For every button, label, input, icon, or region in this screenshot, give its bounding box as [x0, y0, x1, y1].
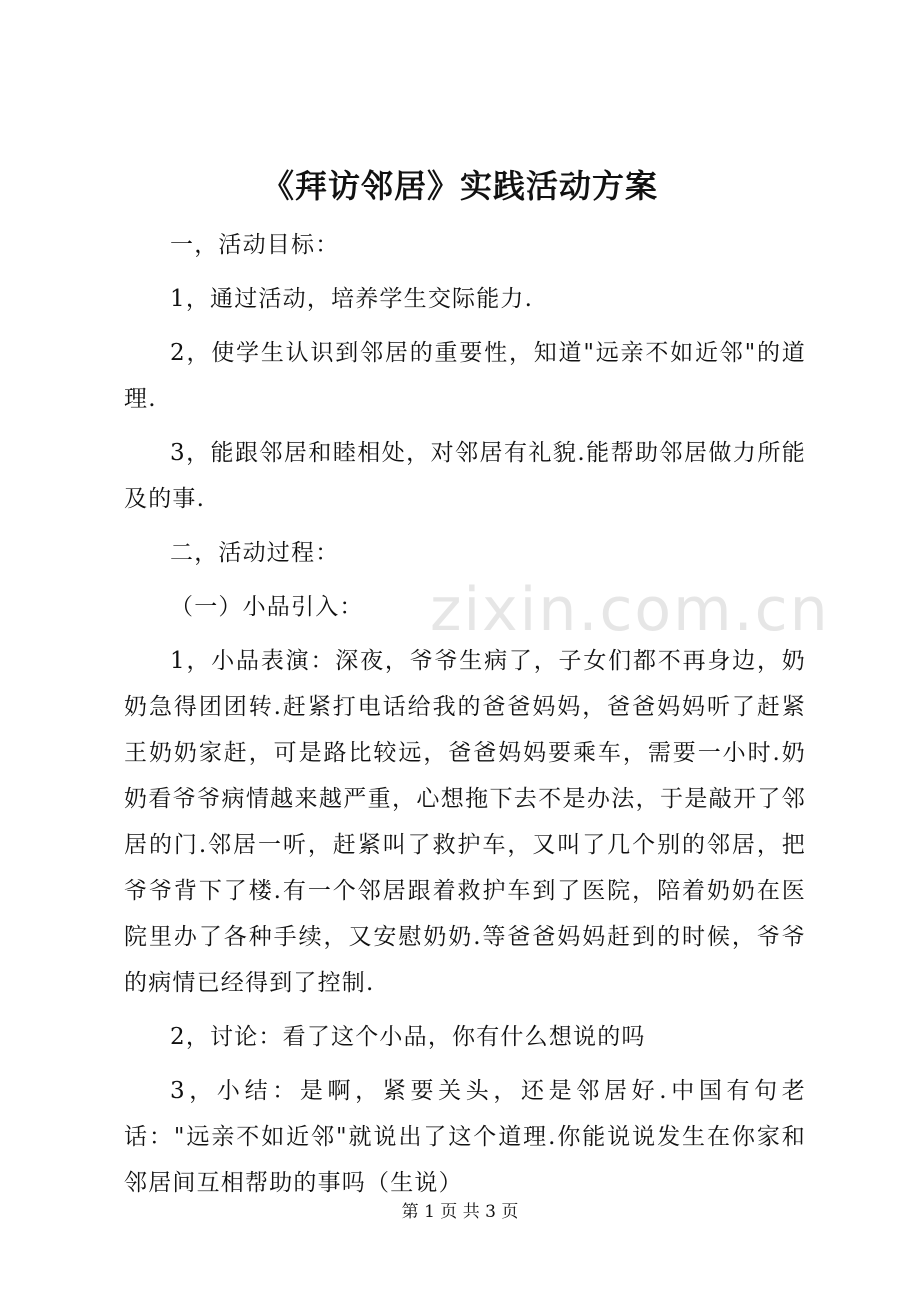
page-footer: 第 1 页 共 3 页 — [401, 1202, 519, 1222]
goal-item-2: 2，使学生认识到邻居的重要性，知道"远亲不如近邻"的道理. — [124, 340, 806, 412]
goal-item-3: 3，能跟邻居和睦相处，对邻居有礼貌.能帮助邻居做力所能及的事. — [124, 440, 806, 512]
heading-activity-goals: 一，活动目标： — [170, 232, 340, 258]
watermark: zixin.com.cn — [430, 575, 830, 645]
goal-item-1: 1，通过活动，培养学生交际能力. — [170, 286, 534, 312]
document-body — [124, 222, 806, 1214]
heading-activity-process: 二，活动过程： — [170, 540, 340, 566]
document-title: 《拜访邻居》实践活动方案 — [261, 167, 658, 205]
process-item-3: 3，小结：是啊，紧要关头，还是邻居好.中国有句老话："远亲不如近邻"就说出了这个道理.你能说说发生在你家和邻居间互相帮助的事吗（生说） — [124, 1078, 806, 1196]
subheading-skit-intro: （一）小品引入： — [170, 594, 364, 620]
process-item-1: 1，小品表演：深夜，爷爷生病了，子女们都不再身边，奶奶急得团团转.赶紧打电话给我的爸爸妈妈，爸爸妈妈听了赶紧王奶奶家赶，可是路比较远，爸爸妈妈要乘车，需要一小时.奶奶看爷爷病情越来越严重，心想拖下去不是办法，于是敲开了邻居的门.邻居一听，赶紧叫了救护车，又叫了几个别的邻居，把爷爷背下了楼.有一个邻居跟着救护车到了医院，陪着奶奶在医院里办了各种手续，又安慰奶奶.等爸爸妈妈赶到的时候，爷爷的病情已经得到了控制. — [124, 648, 806, 996]
process-item-2: 2，讨论：看了这个小品，你有什么想说的吗 — [170, 1024, 646, 1050]
